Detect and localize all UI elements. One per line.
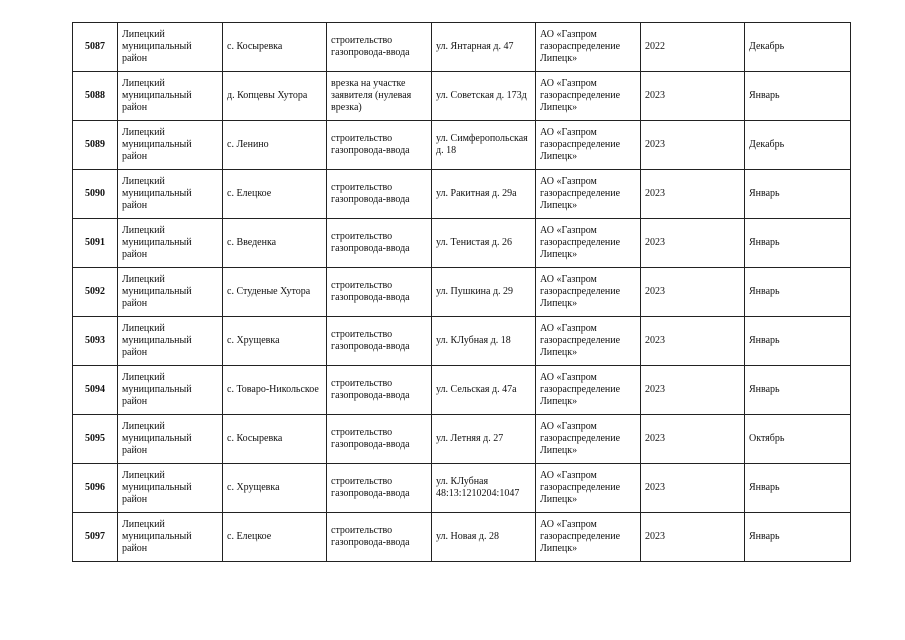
organization-cell: АО «Газпром газораспределение Липецк»	[536, 415, 641, 464]
organization-cell: АО «Газпром газораспределение Липецк»	[536, 121, 641, 170]
table-row	[73, 72, 851, 121]
month-cell: Январь	[745, 317, 851, 366]
row-number: 5092	[73, 268, 118, 317]
table-row	[73, 513, 851, 562]
address-cell: ул. Симферопольская д. 18	[432, 121, 536, 170]
work-type-cell: строительство газопровода-ввода	[327, 219, 432, 268]
work-type-cell: строительство газопровода-ввода	[327, 317, 432, 366]
work-type-cell: строительство газопровода-ввода	[327, 170, 432, 219]
settlement-cell: с. Косыревка	[223, 23, 327, 72]
work-type-cell: строительство газопровода-ввода	[327, 366, 432, 415]
address-cell: ул. КЛубная 48:13:1210204:1047	[432, 464, 536, 513]
district-cell: Липецкий муниципальный район	[118, 219, 223, 268]
table-row	[73, 317, 851, 366]
year-cell: 2023	[641, 72, 745, 121]
work-type-cell: строительство газопровода-ввода	[327, 23, 432, 72]
settlement-cell: с. Елецкое	[223, 513, 327, 562]
address-cell: ул. Ракитная д. 29а	[432, 170, 536, 219]
table-body	[73, 23, 851, 562]
month-cell: Январь	[745, 464, 851, 513]
district-cell: Липецкий муниципальный район	[118, 317, 223, 366]
row-number: 5087	[73, 23, 118, 72]
settlement-cell: с. Ленино	[223, 121, 327, 170]
settlement-cell: с. Товаро-Никольское	[223, 366, 327, 415]
year-cell: 2022	[641, 23, 745, 72]
settlement-cell: с. Студеные Хутора	[223, 268, 327, 317]
year-cell: 2023	[641, 317, 745, 366]
address-cell: ул. Советская д. 173д	[432, 72, 536, 121]
organization-cell: АО «Газпром газораспределение Липецк»	[536, 72, 641, 121]
table-row	[73, 23, 851, 72]
year-cell: 2023	[641, 366, 745, 415]
settlement-cell: с. Косыревка	[223, 415, 327, 464]
year-cell: 2023	[641, 464, 745, 513]
organization-cell: АО «Газпром газораспределение Липецк»	[536, 23, 641, 72]
row-number: 5093	[73, 317, 118, 366]
organization-cell: АО «Газпром газораспределение Липецк»	[536, 464, 641, 513]
table-row	[73, 170, 851, 219]
district-cell: Липецкий муниципальный район	[118, 513, 223, 562]
district-cell: Липецкий муниципальный район	[118, 121, 223, 170]
year-cell: 2023	[641, 415, 745, 464]
month-cell: Январь	[745, 170, 851, 219]
month-cell: Январь	[745, 366, 851, 415]
address-cell: ул. Летняя д. 27	[432, 415, 536, 464]
month-cell: Январь	[745, 72, 851, 121]
district-cell: Липецкий муниципальный район	[118, 464, 223, 513]
organization-cell: АО «Газпром газораспределение Липецк»	[536, 513, 641, 562]
settlement-cell: д. Копцевы Хутора	[223, 72, 327, 121]
settlement-cell: с. Введенка	[223, 219, 327, 268]
organization-cell: АО «Газпром газораспределение Липецк»	[536, 268, 641, 317]
row-number: 5090	[73, 170, 118, 219]
district-cell: Липецкий муниципальный район	[118, 72, 223, 121]
work-type-cell: строительство газопровода-ввода	[327, 268, 432, 317]
district-cell: Липецкий муниципальный район	[118, 415, 223, 464]
year-cell: 2023	[641, 121, 745, 170]
work-type-cell: строительство газопровода-ввода	[327, 121, 432, 170]
row-number: 5095	[73, 415, 118, 464]
district-cell: Липецкий муниципальный район	[118, 23, 223, 72]
month-cell: Декабрь	[745, 23, 851, 72]
address-cell: ул. КЛубная д. 18	[432, 317, 536, 366]
month-cell: Октябрь	[745, 415, 851, 464]
district-cell: Липецкий муниципальный район	[118, 170, 223, 219]
table-row	[73, 366, 851, 415]
address-cell: ул. Новая д. 28	[432, 513, 536, 562]
year-cell: 2023	[641, 513, 745, 562]
organization-cell: АО «Газпром газораспределение Липецк»	[536, 366, 641, 415]
work-type-cell: строительство газопровода-ввода	[327, 464, 432, 513]
table-row	[73, 268, 851, 317]
row-number: 5096	[73, 464, 118, 513]
work-type-cell: строительство газопровода-ввода	[327, 415, 432, 464]
district-cell: Липецкий муниципальный район	[118, 366, 223, 415]
address-cell: ул. Янтарная д. 47	[432, 23, 536, 72]
row-number: 5097	[73, 513, 118, 562]
row-number: 5089	[73, 121, 118, 170]
month-cell: Январь	[745, 219, 851, 268]
row-number: 5088	[73, 72, 118, 121]
row-number: 5091	[73, 219, 118, 268]
table-row	[73, 464, 851, 513]
table-row	[73, 121, 851, 170]
district-cell: Липецкий муниципальный район	[118, 268, 223, 317]
month-cell: Январь	[745, 268, 851, 317]
settlement-cell: с. Хрущевка	[223, 317, 327, 366]
year-cell: 2023	[641, 170, 745, 219]
organization-cell: АО «Газпром газораспределение Липецк»	[536, 219, 641, 268]
settlement-cell: с. Хрущевка	[223, 464, 327, 513]
month-cell: Декабрь	[745, 121, 851, 170]
work-type-cell: строительство газопровода-ввода	[327, 513, 432, 562]
table-row	[73, 415, 851, 464]
settlement-cell: с. Елецкое	[223, 170, 327, 219]
row-number: 5094	[73, 366, 118, 415]
address-cell: ул. Тенистая д. 26	[432, 219, 536, 268]
work-type-cell: врезка на участке заявителя (нулевая врезка)	[327, 72, 432, 121]
table-row	[73, 219, 851, 268]
document-page	[72, 22, 850, 562]
organization-cell: АО «Газпром газораспределение Липецк»	[536, 170, 641, 219]
address-cell: ул. Сельская д. 47а	[432, 366, 536, 415]
organization-cell: АО «Газпром газораспределение Липецк»	[536, 317, 641, 366]
year-cell: 2023	[641, 268, 745, 317]
address-cell: ул. Пушкина д. 29	[432, 268, 536, 317]
year-cell: 2023	[641, 219, 745, 268]
gas-connection-table	[72, 22, 851, 562]
month-cell: Январь	[745, 513, 851, 562]
